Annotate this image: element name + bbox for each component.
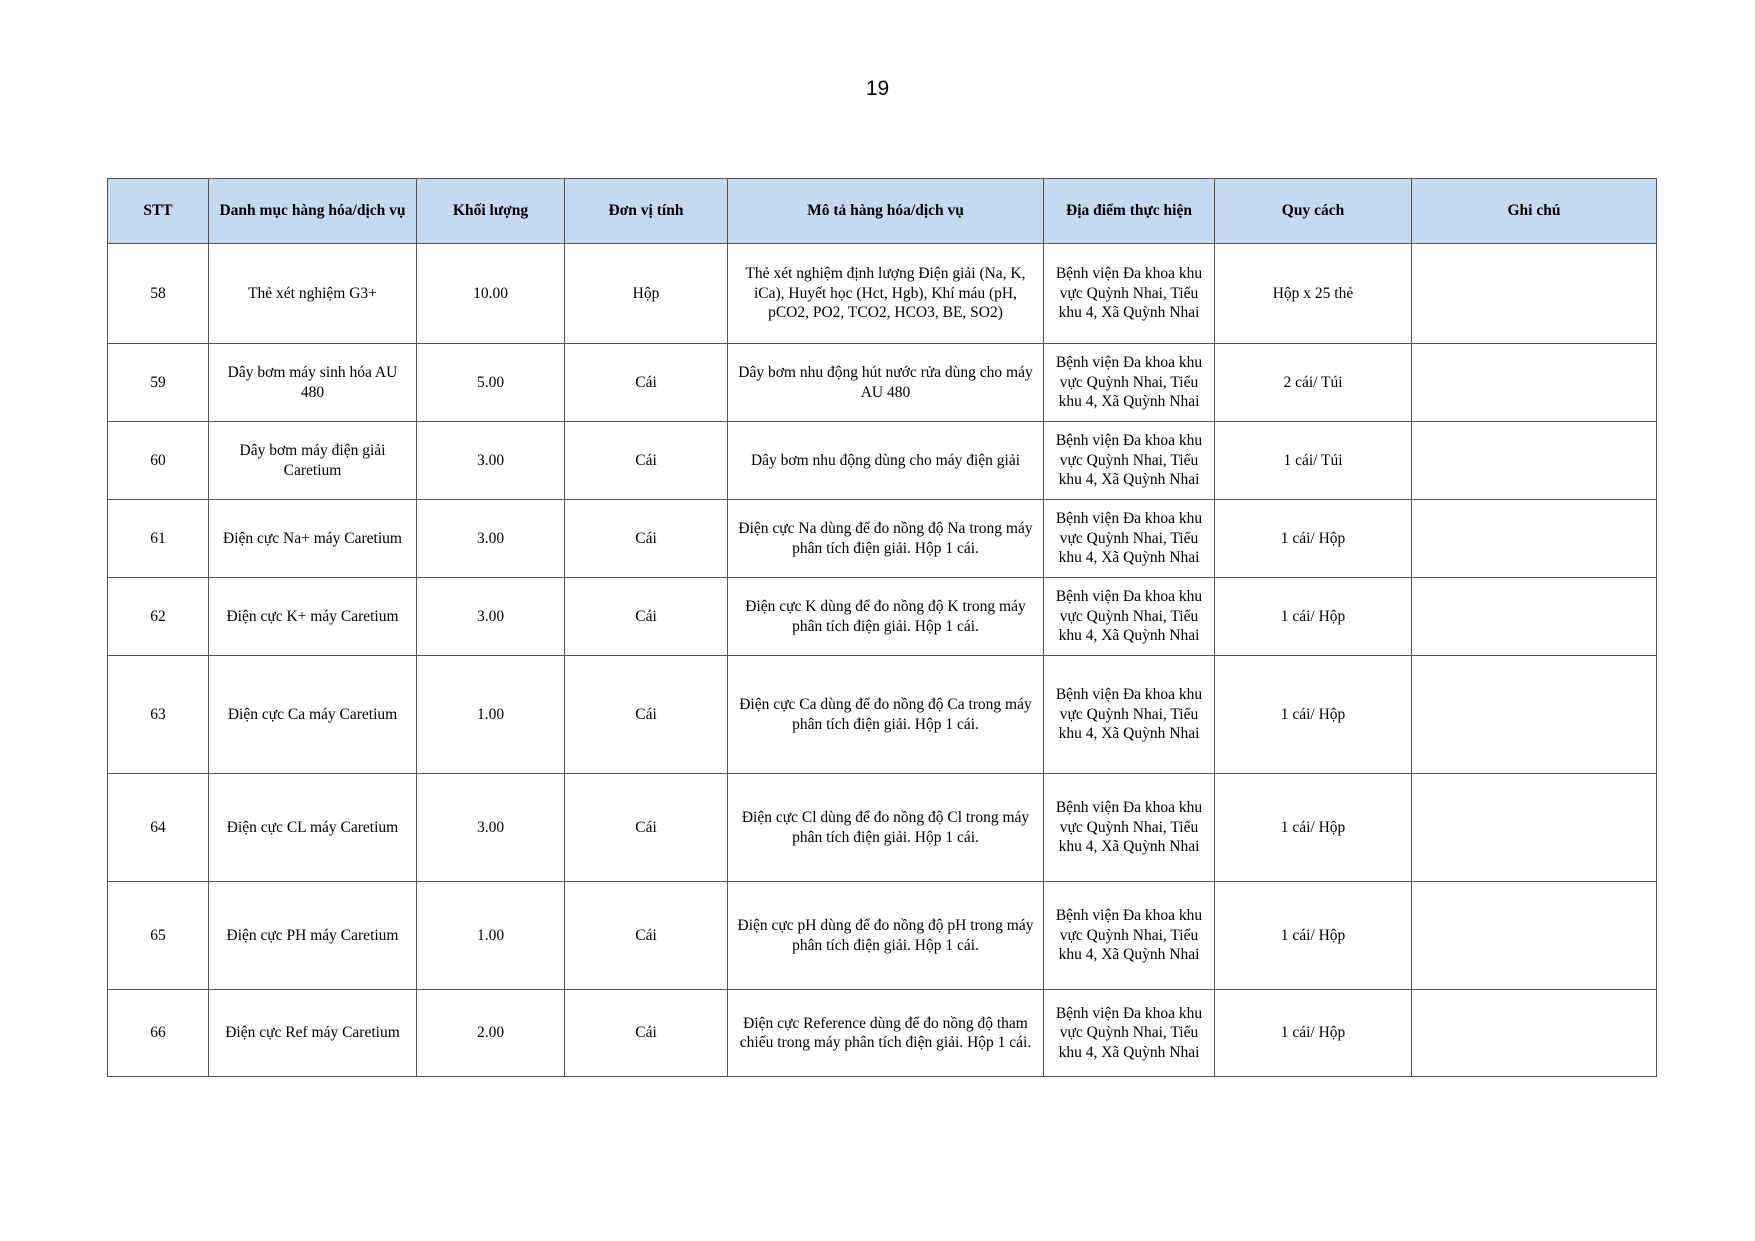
- cell-stt: 65: [108, 882, 209, 990]
- cell-location: Bệnh viện Đa khoa khu vực Quỳnh Nhai, Tiểu khu 4, Xã Quỳnh Nhai: [1044, 882, 1215, 990]
- cell-spec: 1 cái/ Hộp: [1215, 500, 1412, 578]
- cell-unit: Cái: [565, 774, 728, 882]
- cell-item: Dây bơm máy điện giải Caretium: [209, 422, 417, 500]
- cell-location: Bệnh viện Đa khoa khu vực Quỳnh Nhai, Tiểu khu 4, Xã Quỳnh Nhai: [1044, 244, 1215, 344]
- cell-spec: 1 cái/ Hộp: [1215, 990, 1412, 1077]
- cell-location: Bệnh viện Đa khoa khu vực Quỳnh Nhai, Tiểu khu 4, Xã Quỳnh Nhai: [1044, 500, 1215, 578]
- cell-description: Điện cực Reference dùng để đo nồng độ tham chiếu trong máy phân tích điện giải. Hộp 1 cái.: [728, 990, 1044, 1077]
- cell-item: Điện cực K+ máy Caretium: [209, 578, 417, 656]
- cell-note: [1412, 656, 1657, 774]
- table-row: [108, 578, 1657, 656]
- cell-spec: 1 cái/ Hộp: [1215, 656, 1412, 774]
- table-row: [108, 990, 1657, 1077]
- cell-note: [1412, 990, 1657, 1077]
- cell-description: Điện cực K dùng để đo nồng độ K trong máy phân tích điện giải. Hộp 1 cái.: [728, 578, 1044, 656]
- cell-spec: 2 cái/ Túi: [1215, 344, 1412, 422]
- cell-unit: Cái: [565, 578, 728, 656]
- header-description: Mô tả hàng hóa/dịch vụ: [728, 179, 1044, 244]
- cell-note: [1412, 578, 1657, 656]
- cell-stt: 64: [108, 774, 209, 882]
- cell-note: [1412, 882, 1657, 990]
- cell-location: Bệnh viện Đa khoa khu vực Quỳnh Nhai, Tiểu khu 4, Xã Quỳnh Nhai: [1044, 422, 1215, 500]
- cell-quantity: 3.00: [417, 500, 565, 578]
- cell-quantity: 10.00: [417, 244, 565, 344]
- cell-stt: 62: [108, 578, 209, 656]
- table-row: [108, 500, 1657, 578]
- cell-unit: Cái: [565, 422, 728, 500]
- cell-note: [1412, 344, 1657, 422]
- cell-description: Điện cực Na dùng để đo nồng độ Na trong máy phân tích điện giải. Hộp 1 cái.: [728, 500, 1044, 578]
- cell-description: Điện cực pH dùng để đo nồng độ pH trong máy phân tích điện giải. Hộp 1 cái.: [728, 882, 1044, 990]
- cell-item: Thẻ xét nghiệm G3+: [209, 244, 417, 344]
- goods-table: [107, 178, 1657, 1077]
- cell-location: Bệnh viện Đa khoa khu vực Quỳnh Nhai, Tiểu khu 4, Xã Quỳnh Nhai: [1044, 774, 1215, 882]
- cell-spec: Hộp x 25 thẻ: [1215, 244, 1412, 344]
- cell-item: Điện cực Ca máy Caretium: [209, 656, 417, 774]
- header-item: Danh mục hàng hóa/dịch vụ: [209, 179, 417, 244]
- header-quantity: Khối lượng: [417, 179, 565, 244]
- cell-unit: Hộp: [565, 244, 728, 344]
- cell-quantity: 3.00: [417, 578, 565, 656]
- cell-description: Dây bơm nhu động hút nước rửa dùng cho máy AU 480: [728, 344, 1044, 422]
- cell-unit: Cái: [565, 882, 728, 990]
- cell-quantity: 1.00: [417, 656, 565, 774]
- cell-stt: 66: [108, 990, 209, 1077]
- table-row: [108, 422, 1657, 500]
- cell-description: Thẻ xét nghiệm định lượng Điện giải (Na, K, iCa), Huyết học (Hct, Hgb), Khí máu (pH, pCO2, PO2, TCO2, HCO3, BE, SO2): [728, 244, 1044, 344]
- cell-spec: 1 cái/ Túi: [1215, 422, 1412, 500]
- header-stt: STT: [108, 179, 209, 244]
- cell-item: Điện cực PH máy Caretium: [209, 882, 417, 990]
- cell-quantity: 1.00: [417, 882, 565, 990]
- cell-item: Dây bơm máy sinh hóa AU 480: [209, 344, 417, 422]
- cell-spec: 1 cái/ Hộp: [1215, 774, 1412, 882]
- cell-stt: 58: [108, 244, 209, 344]
- cell-description: Điện cực Ca dùng để đo nồng độ Ca trong máy phân tích điện giải. Hộp 1 cái.: [728, 656, 1044, 774]
- table-row: [108, 656, 1657, 774]
- cell-location: Bệnh viện Đa khoa khu vực Quỳnh Nhai, Tiểu khu 4, Xã Quỳnh Nhai: [1044, 990, 1215, 1077]
- cell-spec: 1 cái/ Hộp: [1215, 882, 1412, 990]
- cell-location: Bệnh viện Đa khoa khu vực Quỳnh Nhai, Tiểu khu 4, Xã Quỳnh Nhai: [1044, 578, 1215, 656]
- header-unit: Đơn vị tính: [565, 179, 728, 244]
- cell-location: Bệnh viện Đa khoa khu vực Quỳnh Nhai, Tiểu khu 4, Xã Quỳnh Nhai: [1044, 344, 1215, 422]
- header-note: Ghi chú: [1412, 179, 1657, 244]
- table-row: [108, 774, 1657, 882]
- cell-quantity: 3.00: [417, 422, 565, 500]
- cell-stt: 61: [108, 500, 209, 578]
- table-row: [108, 244, 1657, 344]
- page-number: 19: [865, 77, 890, 100]
- cell-spec: 1 cái/ Hộp: [1215, 578, 1412, 656]
- table-header-row: [108, 179, 1657, 244]
- cell-quantity: 2.00: [417, 990, 565, 1077]
- cell-unit: Cái: [565, 990, 728, 1077]
- cell-item: Điện cực Ref máy Caretium: [209, 990, 417, 1077]
- header-spec: Quy cách: [1215, 179, 1412, 244]
- table-row: [108, 882, 1657, 990]
- cell-stt: 63: [108, 656, 209, 774]
- cell-quantity: 5.00: [417, 344, 565, 422]
- cell-stt: 60: [108, 422, 209, 500]
- cell-note: [1412, 500, 1657, 578]
- cell-note: [1412, 422, 1657, 500]
- cell-note: [1412, 244, 1657, 344]
- cell-unit: Cái: [565, 344, 728, 422]
- cell-location: Bệnh viện Đa khoa khu vực Quỳnh Nhai, Tiểu khu 4, Xã Quỳnh Nhai: [1044, 656, 1215, 774]
- cell-description: Điện cực Cl dùng để đo nồng độ Cl trong máy phân tích điện giải. Hộp 1 cái.: [728, 774, 1044, 882]
- cell-note: [1412, 774, 1657, 882]
- cell-unit: Cái: [565, 500, 728, 578]
- header-location: Địa điểm thực hiện: [1044, 179, 1215, 244]
- cell-description: Dây bơm nhu động dùng cho máy điện giải: [728, 422, 1044, 500]
- table-row: [108, 344, 1657, 422]
- cell-item: Điện cực Na+ máy Caretium: [209, 500, 417, 578]
- cell-stt: 59: [108, 344, 209, 422]
- cell-quantity: 3.00: [417, 774, 565, 882]
- cell-item: Điện cực CL máy Caretium: [209, 774, 417, 882]
- cell-unit: Cái: [565, 656, 728, 774]
